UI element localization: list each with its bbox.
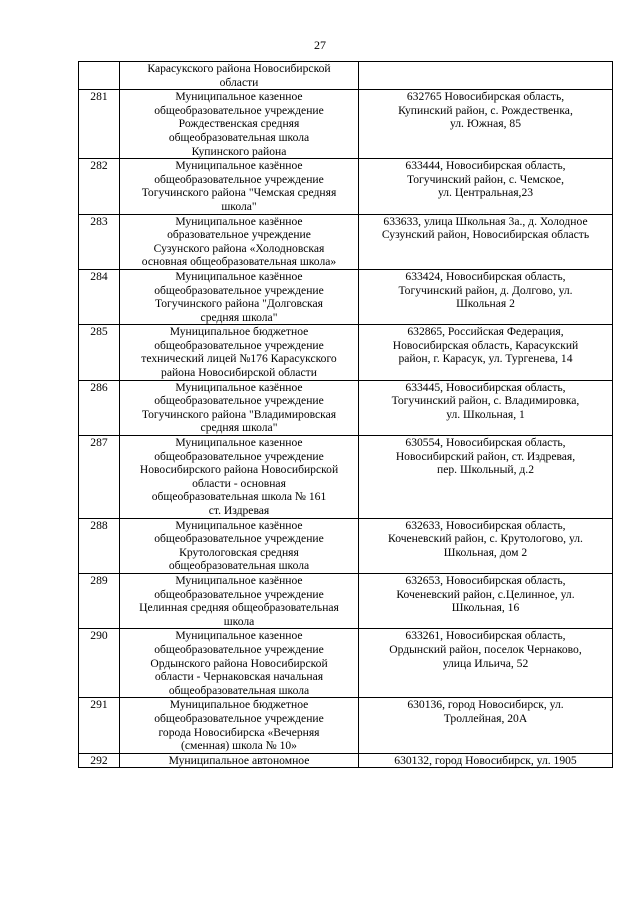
institution-name-line: образовательное учреждение xyxy=(167,228,311,242)
institution-name-line: общеобразовательное учреждение xyxy=(154,103,324,117)
institution-name-line: Муниципальное казённое xyxy=(175,159,303,173)
institution-address-line: Тогучинский район, д. Долгово, ул. xyxy=(398,283,573,297)
row-number: 286 xyxy=(79,380,120,435)
institution-name-line: общеобразовательная школа xyxy=(168,559,310,573)
institution-name-line: Ордынского района Новосибирской xyxy=(150,656,328,670)
table-row xyxy=(79,90,613,159)
schools-table xyxy=(78,61,613,768)
institution-name-line: области - основная xyxy=(192,476,286,490)
institution-name-line: Рождественская средняя xyxy=(178,117,300,131)
institution-address xyxy=(359,214,613,269)
institution-address xyxy=(359,573,613,628)
institution-name-line: Купинского района xyxy=(191,144,287,158)
institution-address-line: 633445, Новосибирская область, xyxy=(405,380,566,394)
institution-name-line: Тогучинского района "Чемская средняя xyxy=(141,186,337,200)
table-row xyxy=(79,159,613,214)
institution-address-line: 630136, город Новосибирск, ул. xyxy=(407,698,564,712)
row-number: 285 xyxy=(79,325,120,380)
institution-address-line: Школьная 2 xyxy=(456,297,515,311)
institution-name-line: города Новосибирска «Вечерняя xyxy=(158,725,320,739)
table-row xyxy=(79,753,613,768)
institution-address-line: Купинский район, с. Рождественка, xyxy=(398,103,573,117)
row-number: 282 xyxy=(79,159,120,214)
institution-address xyxy=(359,90,613,159)
institution-address-line: 632765 Новосибирская область, xyxy=(406,90,565,104)
institution-name-line: Муниципальное казённое xyxy=(175,214,303,228)
row-number: 283 xyxy=(79,214,120,269)
institution-name-line: ст. Издревая xyxy=(208,504,270,517)
institution-name xyxy=(120,62,359,90)
institution-name-line: общеобразовательная школа xyxy=(168,683,310,697)
institution-address-line: 633261, Новосибирская область, xyxy=(405,629,566,643)
institution-name xyxy=(120,90,359,159)
table-row xyxy=(79,380,613,435)
institution-address-line: 633633, улица Школьная 3а., д. Холодное xyxy=(383,214,588,228)
institution-address-line: Ордынский район, поселок Чернаково, xyxy=(389,642,582,656)
institution-name-line: Муниципальное казённое xyxy=(175,573,303,587)
institution-address-line: Школьная, дом 2 xyxy=(443,545,528,559)
institution-name-line: школа xyxy=(223,614,255,628)
page-number: 27 xyxy=(314,38,326,52)
institution-address-line: 632865, Российская Федерация, xyxy=(407,325,564,339)
institution-name-line: средняя школа" xyxy=(200,421,278,435)
institution-name-line: технический лицей №176 Карасукского xyxy=(141,352,337,366)
institution-address xyxy=(359,518,613,573)
institution-name-line: Целинная средняя общеобразовательная xyxy=(139,601,339,615)
institution-name-line: общеобразовательная школа xyxy=(168,130,310,144)
institution-name-line: общеобразовательное учреждение xyxy=(154,711,324,725)
institution-name xyxy=(120,269,359,324)
institution-address xyxy=(359,380,613,435)
institution-name-line: общеобразовательное учреждение xyxy=(154,172,324,186)
institution-name-line: Тогучинского района "Владимировская xyxy=(141,407,337,421)
table-row xyxy=(79,629,613,698)
institution-name-line: (сменная) школа № 10» xyxy=(181,739,297,753)
institution-address-line: Новосибирская область, Карасукский xyxy=(392,338,579,352)
row-number: 281 xyxy=(79,90,120,159)
table-body xyxy=(79,62,613,768)
institution-name-line: школа" xyxy=(221,199,257,213)
institution-address xyxy=(359,753,613,768)
institution-name-line: общеобразовательное учреждение xyxy=(154,587,324,601)
table-row xyxy=(79,436,613,519)
institution-name xyxy=(120,325,359,380)
institution-name xyxy=(120,753,359,768)
institution-name-line: области - Чернаковская начальная xyxy=(154,670,324,684)
institution-address-line: 630554, Новосибирская область, xyxy=(405,436,566,450)
table-row xyxy=(79,214,613,269)
institution-name-line: Новосибирского района Новосибирской xyxy=(139,463,339,477)
institution-name xyxy=(120,698,359,753)
institution-name xyxy=(120,629,359,698)
institution-address-line: Тогучинский район, с. Чемское, xyxy=(407,172,564,186)
institution-address xyxy=(359,629,613,698)
institution-name-line: Муниципальное автономное xyxy=(168,753,310,767)
institution-name-line: Муниципальное бюджетное xyxy=(169,698,309,712)
institution-address-line: 633424, Новосибирская область, xyxy=(405,269,566,283)
institution-name-line: Муниципальное казенное xyxy=(175,629,303,643)
institution-address-line: Новосибирский район, ст. Издревая, xyxy=(395,449,576,463)
row-number: 290 xyxy=(79,629,120,698)
institution-name-line: общеобразовательное учреждение xyxy=(154,532,324,546)
institution-address-line: Сузунский район, Новосибирская область xyxy=(381,228,590,242)
institution-address xyxy=(359,436,613,519)
institution-name-line: Крутологовская средняя xyxy=(179,545,299,559)
institution-name-line: района Новосибирской области xyxy=(161,366,317,380)
institution-address-line: Коченевский район, с.Целинное, ул. xyxy=(396,587,575,601)
table-row xyxy=(79,269,613,324)
institution-name-line: общеобразовательное учреждение xyxy=(154,283,324,297)
table-row xyxy=(79,325,613,380)
institution-name-line: Муниципальное казенное xyxy=(175,436,303,450)
row-number: 291 xyxy=(79,698,120,753)
institution-name-line: Муниципальное казённое xyxy=(175,269,303,283)
table-row xyxy=(79,698,613,753)
institution-name-line: Тогучинского района "Долговская xyxy=(155,297,323,311)
row-number: 289 xyxy=(79,573,120,628)
institution-name-line: средняя школа" xyxy=(200,310,278,324)
institution-address-line: Коченевский район, с. Крутологово, ул. xyxy=(388,532,583,546)
row-number: 284 xyxy=(79,269,120,324)
institution-address-line: 630132, город Новосибирск, ул. 1905 xyxy=(394,753,577,767)
institution-address-line: ул. Школьная, 1 xyxy=(446,407,525,421)
institution-name-line: Муниципальное казённое xyxy=(175,518,303,532)
institution-address-line: 632653, Новосибирская область, xyxy=(405,573,566,587)
institution-name xyxy=(120,518,359,573)
row-number: 292 xyxy=(79,753,120,768)
institution-address-line: Школьная, 16 xyxy=(451,601,520,615)
institution-name-line: основная общеобразовательная школа» xyxy=(141,255,337,269)
institution-name-line: Муниципальное бюджетное xyxy=(169,325,309,339)
institution-address-line: Троллейная, 20А xyxy=(443,711,528,725)
institution-address-line: Тогучинский район, с. Владимировка, xyxy=(391,394,580,408)
institution-address xyxy=(359,159,613,214)
institution-address-line: 632633, Новосибирская область, xyxy=(405,518,566,532)
table-row xyxy=(79,573,613,628)
institution-address xyxy=(359,325,613,380)
institution-name-line: Муниципальное казённое xyxy=(175,380,303,394)
institution-name-line: общеобразовательное учреждение xyxy=(154,449,324,463)
institution-name-line: Муниципальное казенное xyxy=(175,90,303,104)
institution-name-line: Карасукского района Новосибирской xyxy=(147,62,331,75)
table-row xyxy=(79,518,613,573)
table-row xyxy=(79,62,613,90)
institution-address xyxy=(359,269,613,324)
institution-address xyxy=(359,62,613,90)
institution-address-line: ул. Центральная,23 xyxy=(437,186,534,200)
institution-address-line: район, г. Карасук, ул. Тургенева, 14 xyxy=(398,352,573,366)
institution-address-line: улица Ильича, 52 xyxy=(442,656,529,670)
institution-address-line: 633444, Новосибирская область, xyxy=(405,159,566,173)
institution-address-line: пер. Школьный, д.2 xyxy=(437,463,534,477)
row-number xyxy=(79,62,120,90)
institution-name xyxy=(120,214,359,269)
institution-name xyxy=(120,380,359,435)
institution-address xyxy=(359,698,613,753)
institution-name xyxy=(120,159,359,214)
institution-address-line: ул. Южная, 85 xyxy=(449,117,521,131)
row-number: 287 xyxy=(79,436,120,519)
institution-name-line: Сузунского района «Холодновская xyxy=(153,241,325,255)
institution-name-line: общеобразовательное учреждение xyxy=(154,642,324,656)
institution-name xyxy=(120,573,359,628)
row-number: 288 xyxy=(79,518,120,573)
institution-name-line: общеобразовательная школа № 161 xyxy=(151,490,327,504)
institution-name-line: общеобразовательное учреждение xyxy=(154,394,324,408)
institution-name-line: области xyxy=(219,75,259,89)
institution-name xyxy=(120,436,359,519)
institution-name-line: общеобразовательное учреждение xyxy=(154,338,324,352)
